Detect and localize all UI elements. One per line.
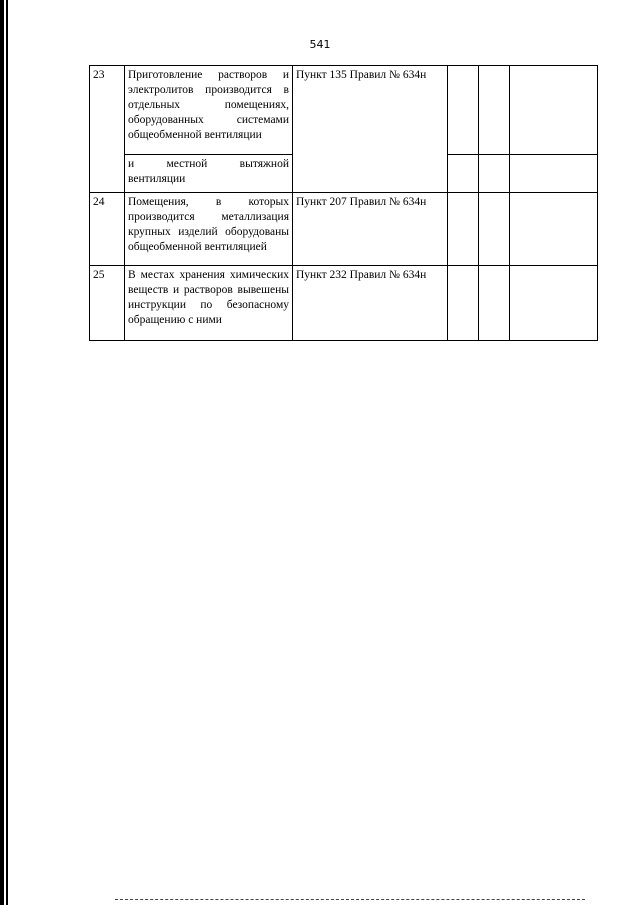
table-row (90, 66, 598, 155)
empty-cell (510, 155, 598, 193)
requirement-text: Приготовление растворов и электролитов производится в отдельных помещениях, оборудованных системами общеобменной вентиляции (125, 66, 293, 155)
empty-cell (510, 266, 598, 341)
reference-text: Пункт 207 Правил № 634н (293, 193, 448, 266)
requirement-text: Помещения, в которых производится металлизация крупных изделий оборудованы общеобменной вентиляцией (125, 193, 293, 266)
scan-bottom-edge (115, 899, 585, 900)
empty-cell (448, 193, 479, 266)
empty-cell (448, 155, 479, 193)
row-number: 23 (90, 66, 125, 193)
row-number: 24 (90, 193, 125, 266)
requirement-text: и местной вытяжной вентиляции (125, 155, 293, 193)
empty-cell (448, 66, 479, 155)
table-row (90, 193, 598, 266)
table-row (90, 266, 598, 341)
empty-cell (448, 266, 479, 341)
checklist-table (89, 65, 598, 341)
scan-border-left-inner (6, 0, 8, 905)
reference-text: Пункт 232 Правил № 634н (293, 266, 448, 341)
empty-cell (510, 66, 598, 155)
page-number: 541 (309, 38, 331, 51)
scan-border-left (0, 0, 4, 905)
empty-cell (510, 193, 598, 266)
empty-cell (479, 193, 510, 266)
row-number: 25 (90, 266, 125, 341)
requirement-text: В местах хранения химических веществ и растворов вывешены инструкции по безопасному обращению с ними (125, 266, 293, 341)
reference-text: Пункт 135 Правил № 634н (293, 66, 448, 193)
empty-cell (479, 66, 510, 155)
empty-cell (479, 266, 510, 341)
empty-cell (479, 155, 510, 193)
